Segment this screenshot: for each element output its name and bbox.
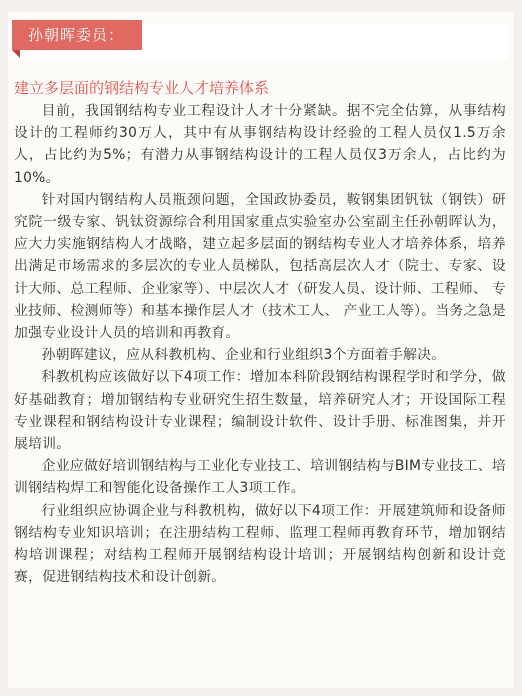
speaker-tag-fold bbox=[12, 50, 20, 58]
paragraph: 孙朝晖建议，应从科教机构、企业和行业组织3个方面着手解决。 bbox=[41, 347, 446, 364]
section-title: 建立多层面的钢结构专业人才培养体系 bbox=[14, 79, 270, 97]
paragraph: 针对国内钢结构人员瓶颈问题，全国政协委员，鞍钢集团钒钛（钢铁）研究院一级专家、钒钛资源综合利用国家重点实验室办公室副主任孙朝晖认为，应大力实施钢结构人才战略，建立起多层面的钢结构专业人才培养体系，培养出满足市场需求的多层次的专业人员梯队，包括高层次人才（院士、专家、设计大师、总工程师、企业家等）、中层次人才（研发人员、设计师、工程师、 专业技师、检测师等）和基本操作层人才（技术工人、 产业工人等）。当务之急是加强专业设计人员的培训和再教育。 bbox=[14, 191, 506, 342]
speaker-tag: 孙朝晖委员： bbox=[12, 20, 142, 50]
paragraph: 科教机构应该做好以下4项工作：增加本科阶段钢结构课程学时和学分，做好基础教育；增加钢结构专业研究生招生数量，培养研究人才；开设国际工程专业课程和钢结构设计专业课程；编制设计软件、设计手册、标准图集，并开展培训。 bbox=[14, 369, 506, 453]
article-body bbox=[14, 100, 506, 588]
paragraph: 目前，我国钢结构专业工程设计人才十分紧缺。据不完全估算，从事结构设计的工程师约30万人，其中有从事钢结构设计经验的工程人员仅1.5万余人，占比约为5%；有潜力从事钢结构设计的工程人员仅3万余人，占比约为10%。 bbox=[14, 103, 506, 186]
paragraph: 企业应做好培训钢结构与工业化专业技工、培训钢结构与BIM专业技工、培训钢结构焊工和智能化设备操作工人3项工作。 bbox=[14, 458, 506, 497]
paragraph: 行业组织应协调企业与科教机构，做好以下4项工作：开展建筑师和设备师钢结构专业知识培训；在注册结构工程师、监理工程师再教育环节，增加钢结构培训课程；对结构工程师开展钢结构设计培训；开展钢结构创新和设计竞赛，促进钢结构技术和设计创新。 bbox=[14, 502, 506, 586]
